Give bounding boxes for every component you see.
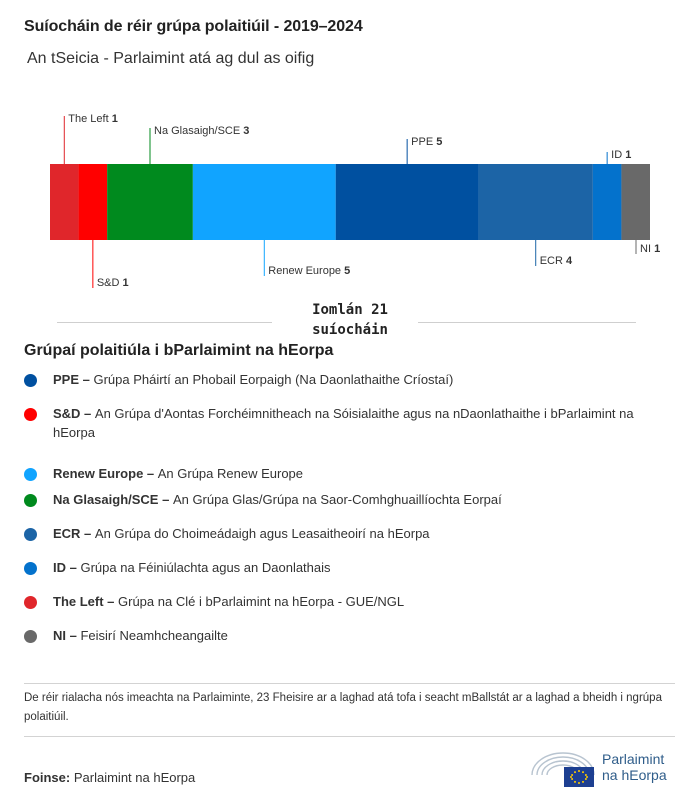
legend-item-abbr: The Left –: [53, 594, 119, 609]
legend-title: Grúpaí polaitiúla i bParlaimint na hEorpa: [24, 342, 334, 359]
segment-label-name: The Left: [68, 113, 112, 125]
european-parliament-logo: [530, 745, 680, 789]
legend-color-dot: [24, 528, 37, 541]
bar-segment-ni: [621, 164, 650, 240]
legend-item-desc: Grúpa Pháirtí an Phobail Eorpaigh (Na Daonlathaithe Críostaí): [93, 372, 454, 387]
legend-item-desc: An Grúpa Renew Europe: [157, 466, 304, 481]
legend-item-desc: An Grúpa Glas/Grúpa na Saor-Comhghuaillíochta Eorpaí: [172, 492, 502, 507]
seat-bar-chart: [0, 95, 700, 295]
logo-line1: Parlaimint: [602, 751, 665, 767]
legend-item-text: [53, 490, 674, 509]
legend-item-text: [53, 626, 674, 645]
divider: [24, 736, 675, 737]
legend-item-abbr: PPE –: [53, 372, 94, 387]
segment-label-name: S&D: [96, 277, 123, 289]
legend-item-desc: Grúpa na Féiniúlachta agus an Daonlathais: [80, 560, 331, 575]
chart-subtitle: An tSeicia - Parlaimint atá ag dul as oifig: [27, 50, 315, 67]
segment-label-value: 3: [243, 125, 250, 137]
segment-label: [640, 243, 660, 255]
bar-segment-ecr: [479, 164, 593, 240]
bar-segment-s-d: [79, 164, 108, 240]
legend-item-abbr: ECR –: [53, 526, 95, 541]
legend-item: [24, 558, 674, 577]
legend-item: [24, 626, 674, 645]
segment-label-value: 5: [436, 136, 443, 148]
segment-label: [411, 136, 442, 148]
legend-item-text: [53, 558, 674, 577]
segment-label-value: 1: [111, 113, 118, 125]
segment-label: [268, 265, 350, 277]
logo-line2: na hEorpa: [602, 767, 667, 783]
source-line: [24, 770, 195, 785]
legend-item-abbr: ID –: [53, 560, 81, 575]
segment-label-name: ECR: [539, 255, 566, 267]
segment-label-name: Na Glasaigh/SCE: [154, 125, 244, 137]
legend-item-desc: Feisirí Neamhcheangailte: [80, 628, 228, 643]
legend-item-desc: Grúpa na Clé i bParlaimint na hEorpa - GUE/NGL: [118, 594, 405, 609]
legend-item-text: [53, 404, 674, 442]
legend-item-text: [53, 524, 674, 543]
segment-label-name: NI: [640, 243, 655, 255]
legend-item-abbr: NI –: [53, 628, 81, 643]
chart-title: Suíocháin de réir grúpa polaitiúil - 2019–2024: [24, 18, 363, 35]
logo-text: [602, 751, 667, 783]
legend-item-abbr: S&D –: [53, 406, 95, 421]
legend-item-desc: An Grúpa do Choimeádaigh agus Leasaitheoirí na hEorpa: [94, 526, 430, 541]
legend-color-dot: [24, 374, 37, 387]
segment-label-value: 1: [625, 149, 632, 161]
segment-label: [611, 149, 631, 161]
divider: [24, 683, 675, 684]
legend-item-text: [53, 370, 674, 389]
legend-item-abbr: Na Glasaigh/SCE –: [53, 492, 173, 507]
segment-label-value: 1: [654, 243, 661, 255]
legend-item-desc: An Grúpa d'Aontas Forchéimnitheach na Sóisialaithe agus na nDaonlathaithe i bParlaimint na hEorpa: [53, 406, 634, 440]
legend-item: [24, 524, 674, 543]
total-seats-unit: suíocháin: [312, 322, 388, 338]
bar-segment-renew-europe: [193, 164, 336, 240]
source-label: Foinse:: [24, 770, 71, 785]
total-divider-right: [418, 322, 636, 323]
legend-color-dot: [24, 596, 37, 609]
footnote: De réir rialacha nós imeachta na Parlaiminte, 23 Fheisire ar a laghad atá tofa i seacht mBallstát ar a laghad a bheidh i ngrúpa polaitiúil.: [24, 692, 662, 723]
segment-label: [97, 277, 129, 289]
legend-item: [24, 464, 674, 483]
total-seats-count: Iomlán 21: [312, 302, 388, 318]
bar-segment-the-left: [50, 164, 79, 240]
legend-color-dot: [24, 468, 37, 481]
segment-label: [154, 125, 249, 137]
source-value: Parlaimint na hEorpa: [73, 770, 196, 785]
legend-item: [24, 404, 674, 442]
total-divider-left: [57, 322, 272, 323]
legend-color-dot: [24, 562, 37, 575]
bar-segment-ppe: [336, 164, 479, 240]
legend-item-abbr: Renew Europe –: [53, 466, 158, 481]
legend-item: [24, 370, 674, 389]
segment-label-name: PPE: [411, 136, 437, 148]
legend-color-dot: [24, 408, 37, 421]
legend-item: [24, 490, 674, 509]
hemicycle-icon: [530, 745, 596, 789]
segment-label-value: 1: [122, 277, 129, 289]
segment-label-name: Renew Europe: [268, 265, 345, 277]
legend-color-dot: [24, 630, 37, 643]
legend-item-text: [53, 592, 674, 611]
bar-segment-id: [593, 164, 622, 240]
bar-segment-na-glasaigh-sce: [107, 164, 193, 240]
total-seats-label: [250, 300, 450, 340]
segment-label-name: ID: [611, 149, 626, 161]
segment-label-value: 4: [565, 255, 573, 267]
segment-label: [540, 255, 573, 267]
segment-label-value: 5: [344, 265, 351, 277]
segment-label: [68, 113, 118, 125]
legend-color-dot: [24, 494, 37, 507]
legend-item-text: [53, 464, 674, 483]
legend-item: [24, 592, 674, 611]
